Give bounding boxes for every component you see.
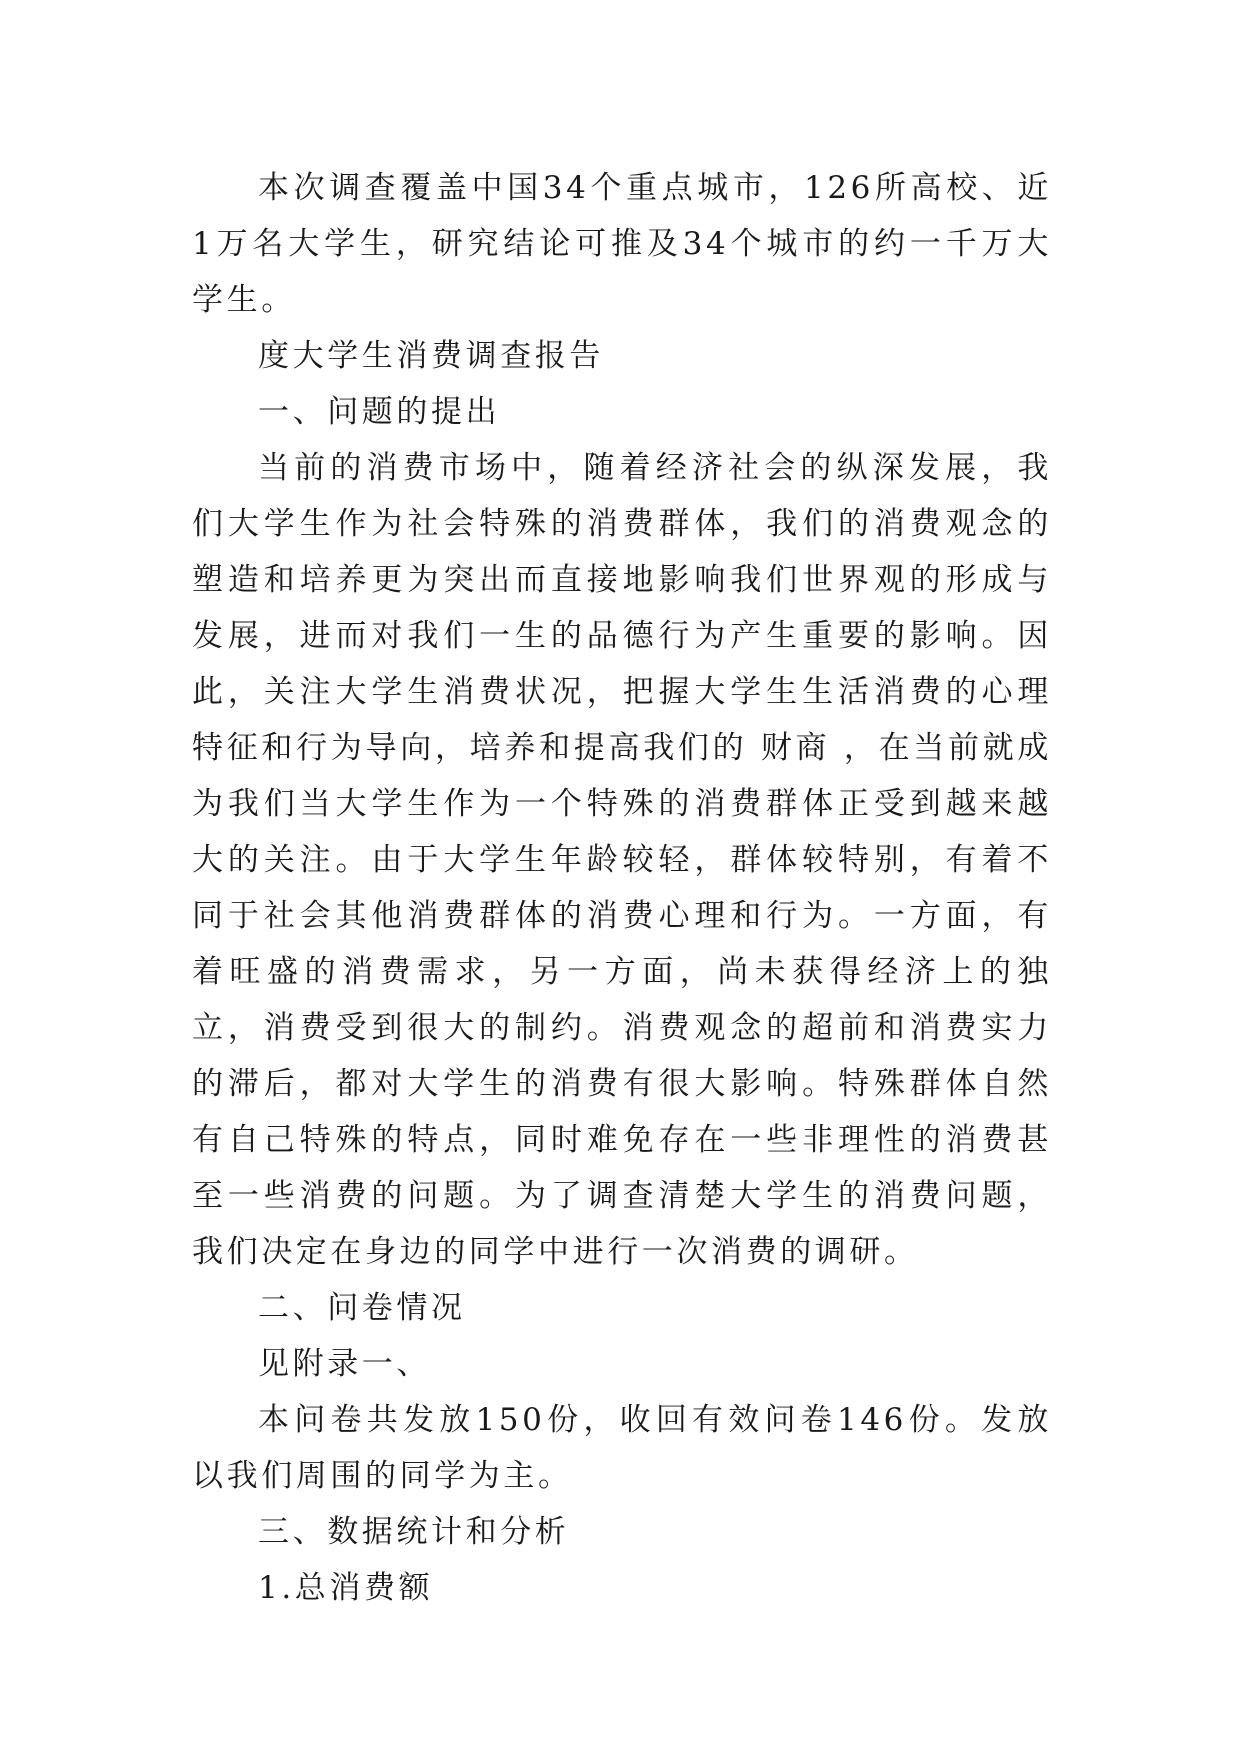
subsection-heading-total-consumption: 1.总消费额 [258,1570,434,1606]
report-title: 度大学生消费调查报告 [258,338,604,374]
section-heading-questionnaire: 二、问卷情况 [258,1290,466,1326]
section-heading-problem: 一、问题的提出 [258,394,501,430]
intro-paragraph: 本次调查覆盖中国34个重点城市，126所高校、近1万名大学生，研究结论可推及34个城市的约一千万大学生。 [192,170,1052,318]
document-body [192,160,1052,1616]
section-heading-statistics: 三、数据统计和分析 [258,1514,570,1550]
problem-paragraph: 当前的消费市场中，随着经济社会的纵深发展，我们大学生作为社会特殊的消费群体，我们的消费观念的塑造和培养更为突出而直接地影响我们世界观的形成与发展，进而对我们一生的品德行为产生重要的影响。因此，关注大学生消费状况，把握大学生生活消费的心理特征和行为导向，培养和提高我们的 财商 ，在当前就成为我们当大学生作为一个特殊的消费群体正受到越来越大的关注。由于大学生年龄较轻，群体较特别，有着不同于社会其他消费群体的消费心理和行为。一方面，有着旺盛的消费需求，另一方面，尚未获得经济上的独立，消费受到很大的制约。消费观念的超前和消费实力的滞后，都对大学生的消费有很大影响。特殊群体自然有自己特殊的特点，同时难免存在一些非理性的消费甚至一些消费的问题。为了调查清楚大学生的消费问题，我们决定在身边的同学中进行一次消费的调研。 [192,450,1052,1270]
appendix-reference: 见附录一、 [258,1346,431,1382]
survey-paragraph: 本问卷共发放150份，收回有效问卷146份。发放以我们周围的同学为主。 [192,1402,1052,1494]
